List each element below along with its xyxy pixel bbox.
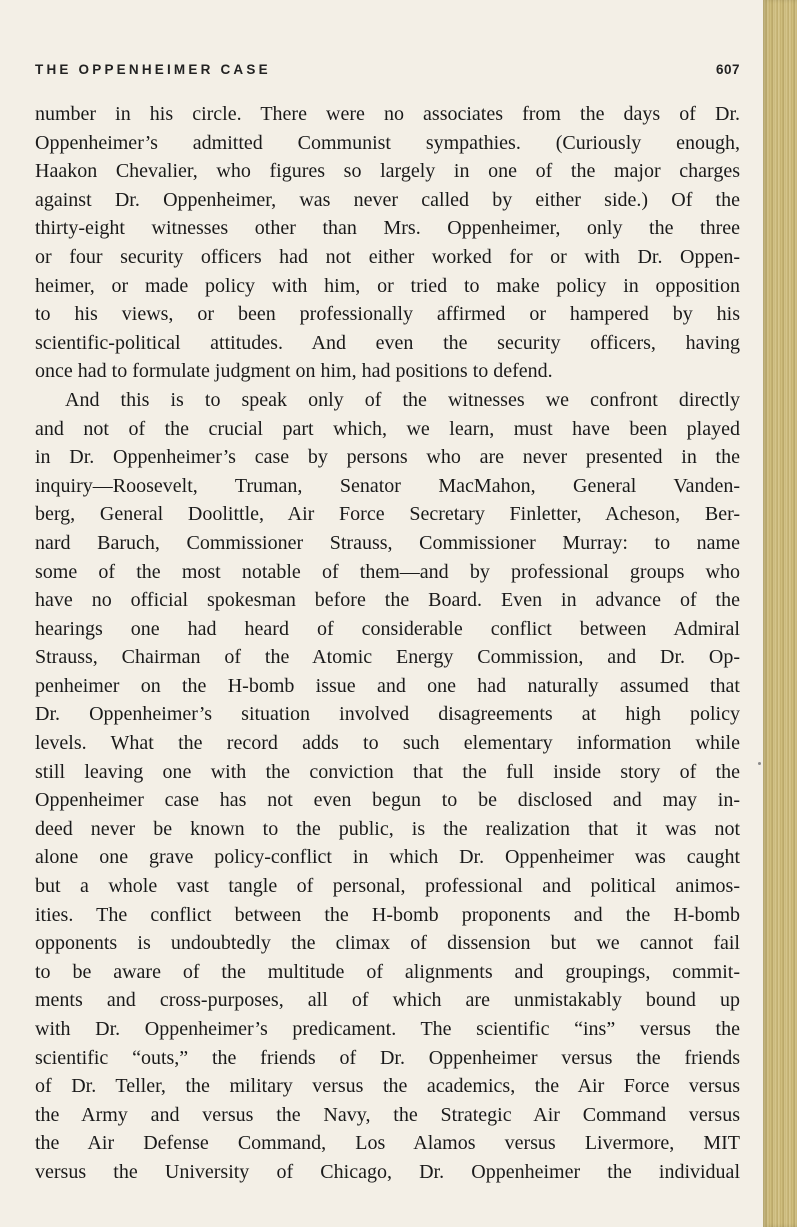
text-line: Oppenheimer case has not even begun to be disclosed and may in-: [35, 789, 740, 812]
text-line: the Air Defense Command, Los Alamos versus Livermore, MIT: [35, 1132, 740, 1155]
text-line: with Dr. Oppenheimer’s predicament. The scientific “ins” versus the: [35, 1018, 740, 1040]
text-line: deed never be known to the public, is the realization that it was not: [35, 817, 740, 840]
text-line: inquiry—Roosevelt, Truman, Senator MacMahon, General Vanden-: [35, 474, 740, 497]
text-line: once had to formulate judgment on him, had positions to defend.: [35, 360, 553, 383]
text-line: of Dr. Teller, the military versus the academics, the Air Force versus: [35, 1075, 740, 1098]
text-line: alone one grave policy-conflict in which Dr. Oppenheimer was caught: [35, 846, 740, 869]
text-line: scientific-political attitudes. And even the security officers, having: [35, 331, 740, 354]
text-line: opponents is undoubtedly the climax of dissension but we cannot fail: [35, 932, 740, 955]
text-line: some of the most notable of them—and by professional groups who: [35, 560, 740, 583]
text-line: the Army and versus the Navy, the Strategic Air Command versus: [35, 1103, 740, 1126]
text-line: nard Baruch, Commissioner Strauss, Commissioner Murray: to name: [35, 531, 740, 554]
text-line: levels. What the record adds to such elementary information while: [35, 732, 740, 755]
page-number: 607: [715, 62, 740, 77]
text-line: Oppenheimer’s admitted Communist sympathies. (Curiously enough,: [35, 131, 740, 154]
text-line: thirty-eight witnesses other than Mrs. Oppenheimer, only the three: [35, 217, 740, 240]
running-title: THE OPPENHEIMER CASE: [35, 62, 271, 77]
text-line: against Dr. Oppenheimer, was never called by either side.) Of the: [35, 188, 740, 211]
text-line: to be aware of the multitude of alignments and groupings, commit-: [35, 960, 740, 983]
paragraph-first-line: And this is to speak only of the witnesses we confront directly: [65, 388, 740, 411]
text-line: have no official spokesman before the Board. Even in advance of the: [35, 589, 740, 612]
text-line: berg, General Doolittle, Air Force Secretary Finletter, Acheson, Ber-: [35, 503, 740, 526]
text-line: or four security officers had not either worked for or with Dr. Oppen-: [35, 245, 740, 268]
text-line: scientific “outs,” the friends of Dr. Oppenheimer versus the friends: [35, 1046, 740, 1069]
text-line: in Dr. Oppenheimer’s case by persons who are never presented in the: [35, 446, 740, 469]
text-line: to his views, or been professionally affirmed or hampered by his: [35, 303, 740, 326]
text-line: Strauss, Chairman of the Atomic Energy Commission, and Dr. Op-: [35, 646, 740, 669]
text-line: Haakon Chevalier, who figures so largely in one of the major charges: [35, 160, 740, 183]
text-line: heimer, or made policy with him, or tried to make policy in opposition: [35, 274, 740, 297]
text-line: but a whole vast tangle of personal, professional and political animos-: [35, 875, 740, 898]
text-line: penheimer on the H-bomb issue and one had naturally assumed that: [35, 674, 740, 697]
text-line: hearings one had heard of considerable conflict between Admiral: [35, 617, 740, 640]
text-line: number in his circle. There were no associates from the days of Dr.: [35, 103, 740, 125]
text-line: ities. The conflict between the H-bomb proponents and the H-bomb: [35, 903, 740, 926]
margin-dot: [758, 762, 761, 765]
text-line: ments and cross-purposes, all of which are unmistakably bound up: [35, 989, 740, 1012]
text-line: versus the University of Chicago, Dr. Oppenheimer the individual: [35, 1160, 740, 1183]
body-text: [35, 100, 740, 1187]
text-line: and not of the crucial part which, we learn, must have been played: [35, 417, 740, 440]
running-head: [35, 62, 740, 84]
page-edge-strip: [763, 0, 797, 1227]
text-line: still leaving one with the conviction that the full inside story of the: [35, 760, 740, 783]
text-line: Dr. Oppenheimer’s situation involved disagreements at high policy: [35, 703, 740, 726]
